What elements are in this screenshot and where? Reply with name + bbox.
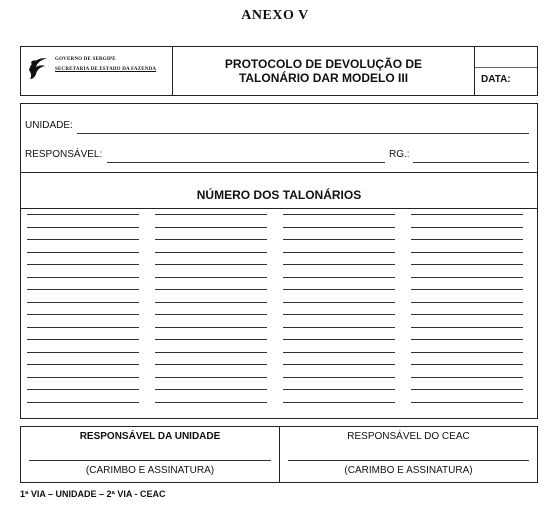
- talon-number-line[interactable]: [411, 214, 523, 215]
- talon-number-line[interactable]: [27, 277, 139, 278]
- document-title: [173, 47, 475, 95]
- talon-number-line[interactable]: [411, 327, 523, 328]
- talon-number-line[interactable]: [27, 314, 139, 315]
- talon-number-line[interactable]: [27, 227, 139, 228]
- talon-number-line[interactable]: [155, 302, 267, 303]
- state-emblem-icon: [27, 56, 49, 80]
- talon-number-line[interactable]: [283, 227, 395, 228]
- section-divider: [21, 208, 537, 209]
- unit-signature-note: (CARIMBO E ASSINATURA): [85, 465, 215, 476]
- signature-block: [20, 426, 538, 483]
- government-name: GOVERNO DE SERGIPE: [55, 57, 116, 62]
- talon-number-line[interactable]: [283, 352, 395, 353]
- government-cell: [21, 47, 173, 95]
- unit-field[interactable]: [77, 133, 529, 134]
- talon-number-line[interactable]: [283, 264, 395, 265]
- date-cell: [475, 47, 537, 95]
- copy-distribution-note: 1ª VIA – UNIDADE – 2ª VIA - CEAC: [20, 489, 166, 499]
- talon-number-line[interactable]: [27, 327, 139, 328]
- talon-number-line[interactable]: [411, 352, 523, 353]
- talon-number-line[interactable]: [411, 289, 523, 290]
- talon-number-line[interactable]: [283, 327, 395, 328]
- talon-number-line[interactable]: [411, 364, 523, 365]
- return-form: [20, 103, 538, 419]
- talon-number-line[interactable]: [283, 277, 395, 278]
- rg-field[interactable]: [413, 162, 529, 163]
- section-divider: [21, 172, 537, 173]
- talon-number-line[interactable]: [283, 364, 395, 365]
- talon-number-line[interactable]: [155, 327, 267, 328]
- talon-number-line[interactable]: [27, 289, 139, 290]
- talon-number-line[interactable]: [27, 264, 139, 265]
- talon-number-line[interactable]: [283, 214, 395, 215]
- talon-number-line[interactable]: [283, 377, 395, 378]
- ceac-signature-title: RESPONSÁVEL DO CEAC: [347, 431, 470, 442]
- talon-number-line[interactable]: [283, 239, 395, 240]
- talon-number-line[interactable]: [411, 377, 523, 378]
- title-line-1: PROTOCOLO DE DEVOLUÇÃO DE: [224, 57, 423, 71]
- date-label: DATA:: [481, 74, 511, 85]
- talon-number-line[interactable]: [155, 352, 267, 353]
- talon-number-line[interactable]: [155, 239, 267, 240]
- annex-title: ANEXO V: [241, 8, 309, 23]
- talon-number-line[interactable]: [155, 277, 267, 278]
- talon-number-line[interactable]: [411, 402, 523, 403]
- talon-number-line[interactable]: [27, 239, 139, 240]
- talon-number-line[interactable]: [155, 389, 267, 390]
- talon-number-line[interactable]: [283, 402, 395, 403]
- date-divider: [475, 67, 537, 68]
- talon-number-line[interactable]: [283, 389, 395, 390]
- unit-label: UNIDADE:: [25, 120, 73, 131]
- talon-number-line[interactable]: [411, 389, 523, 390]
- talon-number-line[interactable]: [27, 339, 139, 340]
- responsible-label: RESPONSÁVEL:: [25, 149, 103, 160]
- talon-number-line[interactable]: [155, 252, 267, 253]
- talon-number-line[interactable]: [283, 289, 395, 290]
- talon-number-line[interactable]: [27, 377, 139, 378]
- talon-number-line[interactable]: [27, 389, 139, 390]
- responsible-field[interactable]: [107, 162, 385, 163]
- talon-number-line[interactable]: [411, 252, 523, 253]
- talon-number-line[interactable]: [155, 402, 267, 403]
- talon-number-line[interactable]: [155, 264, 267, 265]
- rg-label: RG.:: [389, 149, 410, 160]
- talon-number-line[interactable]: [155, 314, 267, 315]
- talon-number-line[interactable]: [27, 402, 139, 403]
- talon-number-line[interactable]: [155, 377, 267, 378]
- talon-number-line[interactable]: [155, 214, 267, 215]
- talon-number-line[interactable]: [155, 339, 267, 340]
- talon-number-line[interactable]: [27, 302, 139, 303]
- talon-number-line[interactable]: [283, 252, 395, 253]
- talon-number-line[interactable]: [155, 289, 267, 290]
- unit-signature-title: RESPONSÁVEL DA UNIDADE: [79, 431, 221, 442]
- unit-signature: [21, 427, 280, 482]
- talon-number-line[interactable]: [411, 239, 523, 240]
- talon-number-line[interactable]: [411, 227, 523, 228]
- ceac-signature-line[interactable]: [288, 460, 529, 461]
- talon-number-line[interactable]: [411, 339, 523, 340]
- talon-number-line[interactable]: [27, 352, 139, 353]
- talon-number-line[interactable]: [411, 314, 523, 315]
- title-line-2: TALONÁRIO DAR MODELO III: [238, 71, 409, 85]
- talon-number-line[interactable]: [155, 364, 267, 365]
- talon-number-line[interactable]: [411, 264, 523, 265]
- secretariat-name: SECRETARIA DE ESTADO DA FAZENDA: [55, 67, 157, 72]
- talon-number-line[interactable]: [411, 277, 523, 278]
- talon-number-line[interactable]: [283, 339, 395, 340]
- talon-number-line[interactable]: [27, 252, 139, 253]
- ceac-signature-note: (CARIMBO E ASSINATURA): [344, 465, 473, 476]
- talon-number-line[interactable]: [283, 302, 395, 303]
- talon-number-line[interactable]: [27, 364, 139, 365]
- unit-signature-line[interactable]: [29, 460, 271, 461]
- ceac-signature: [280, 427, 537, 482]
- form-header: [20, 46, 538, 96]
- talon-number-line[interactable]: [283, 314, 395, 315]
- section-title: NÚMERO DOS TALONÁRIOS: [196, 188, 362, 202]
- talon-number-line[interactable]: [411, 302, 523, 303]
- talon-number-line[interactable]: [155, 227, 267, 228]
- talon-number-line[interactable]: [27, 214, 139, 215]
